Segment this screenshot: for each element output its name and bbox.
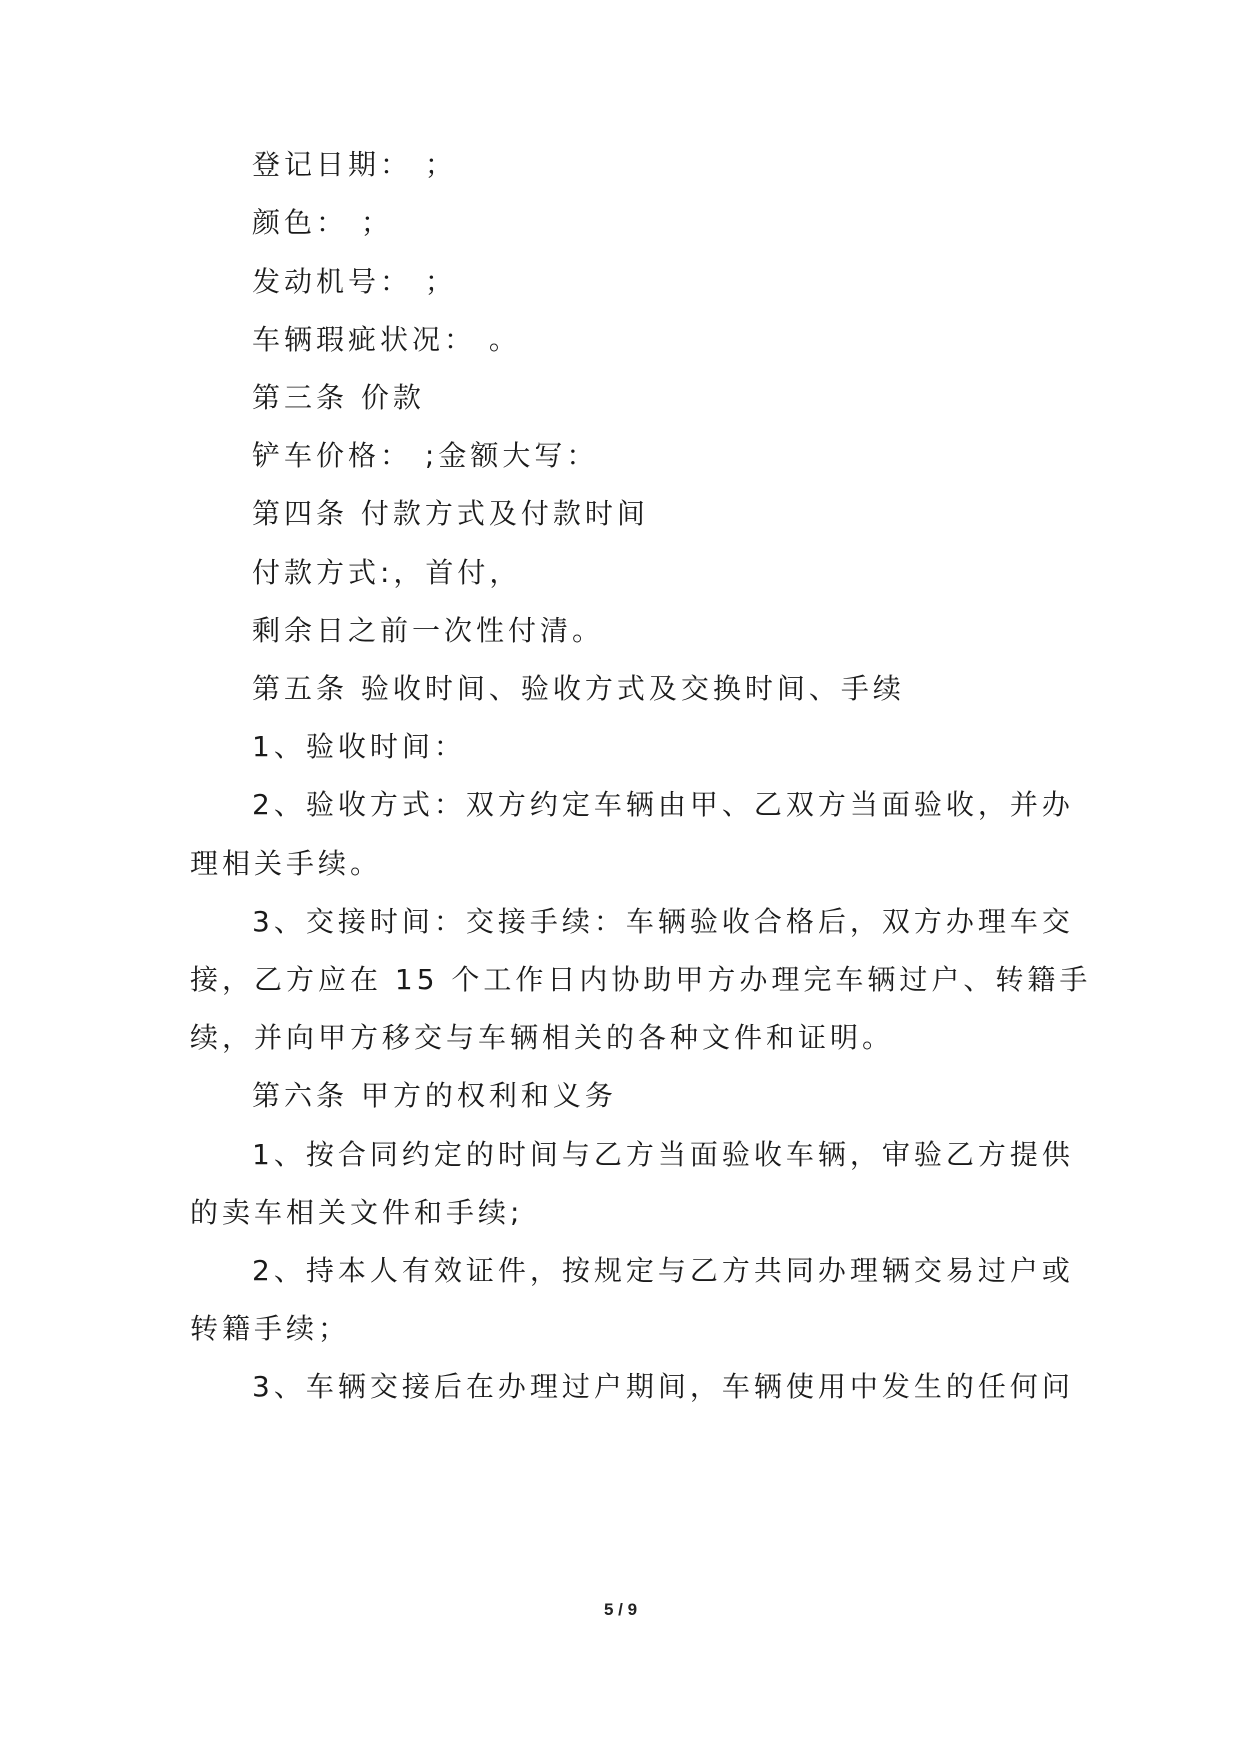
clause-5-3-line-3: 续，并向甲方移交与车辆相关的各种文件和证明。	[190, 1021, 895, 1054]
page-number: 5 / 9	[603, 1600, 638, 1619]
clause-5-2-line-1: 2、验收方式：双方约定车辆由甲、乙双方当面验收，并办	[252, 788, 1074, 821]
field-payment-remainder: 剩余日之前一次性付清。	[252, 614, 605, 647]
clause-5-2-line-2: 理相关手续。	[190, 847, 383, 880]
article-6-heading: 第六条 甲方的权利和义务	[252, 1079, 617, 1112]
clause-5-3-line-1: 3、交接时间：交接手续：车辆验收合格后，双方办理车交	[252, 905, 1074, 938]
field-payment-method: 付款方式:，首付，	[252, 556, 522, 589]
field-registration-date: 登记日期： ；	[252, 148, 457, 181]
field-engine-number: 发动机号： ；	[252, 265, 457, 298]
clause-6-3-line-1: 3、车辆交接后在办理过户期间，车辆使用中发生的任何问	[252, 1370, 1074, 1403]
clause-6-1-line-1: 1、按合同约定的时间与乙方当面验收车辆，审验乙方提供	[252, 1138, 1074, 1171]
clause-6-1-line-2: 的卖车相关文件和手续;	[190, 1196, 524, 1229]
field-price: 铲车价格： ;金额大写：	[252, 439, 599, 472]
article-5-heading: 第五条 验收时间、验收方式及交换时间、手续	[252, 672, 905, 705]
field-color: 颜色： ；	[252, 206, 393, 239]
article-4-heading: 第四条 付款方式及付款时间	[252, 497, 649, 530]
clause-5-3-line-2: 接，乙方应在 15 个工作日内协助甲方办理完车辆过户、转籍手	[190, 963, 1092, 996]
article-3-heading: 第三条 价款	[252, 381, 425, 414]
field-vehicle-defects: 车辆瑕疵状况： 。	[252, 323, 521, 356]
clause-5-1: 1、验收时间：	[252, 730, 466, 763]
clause-6-2-line-1: 2、持本人有效证件，按规定与乙方共同办理辆交易过户或	[252, 1254, 1074, 1287]
clause-6-2-line-2: 转籍手续；	[190, 1312, 351, 1345]
